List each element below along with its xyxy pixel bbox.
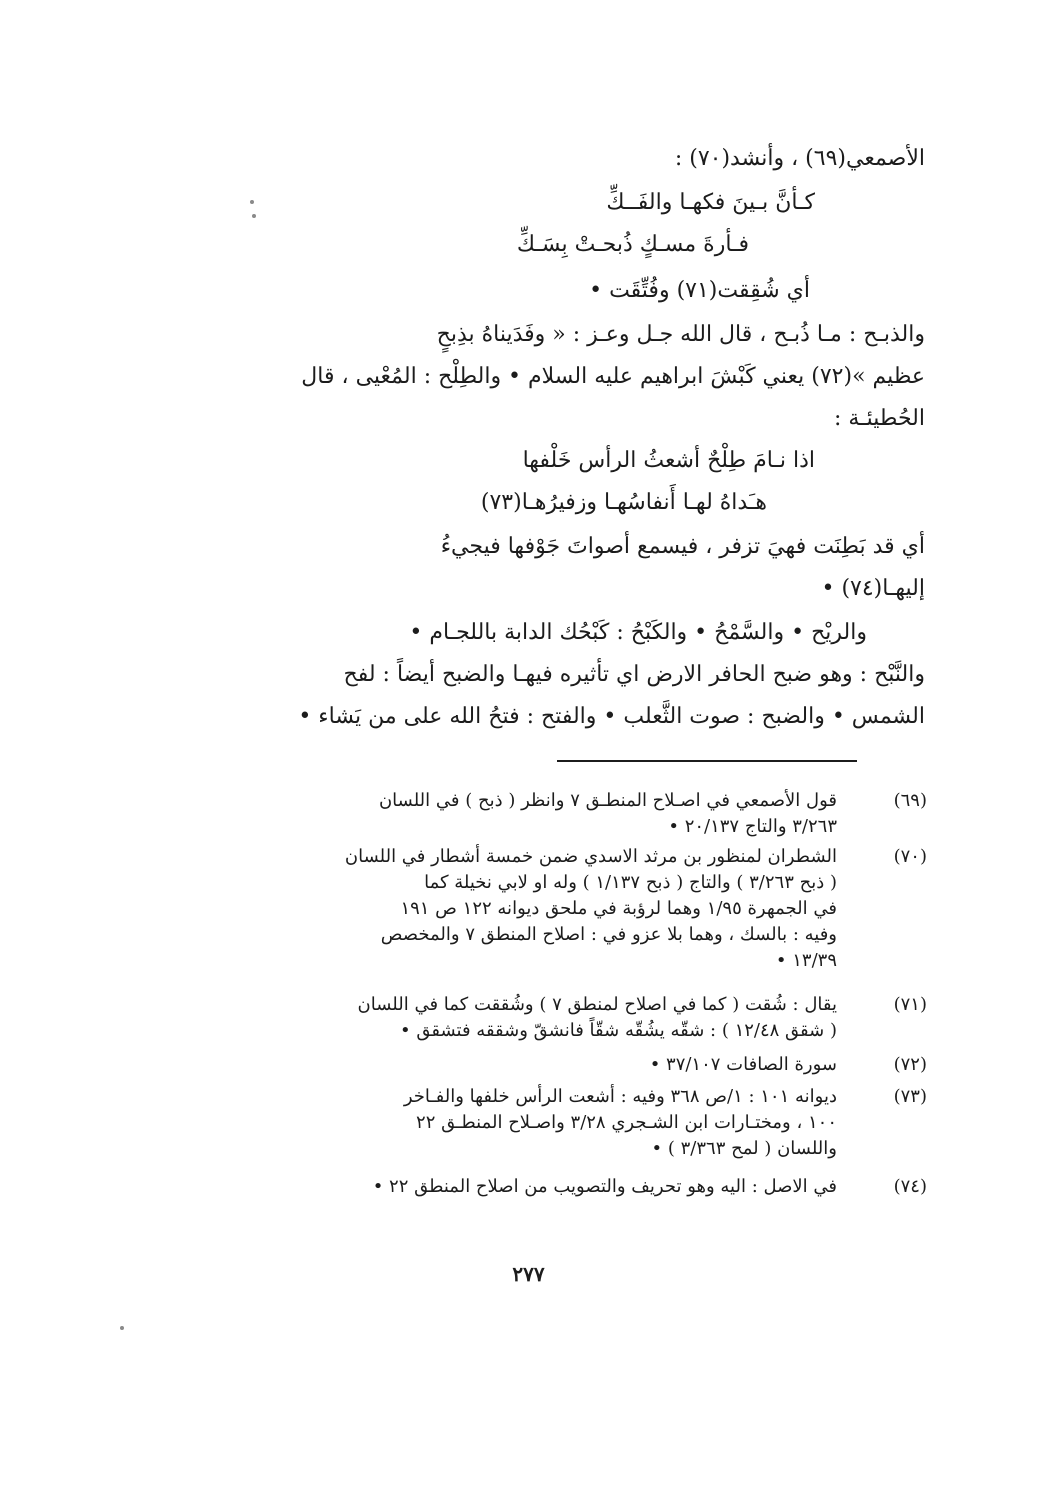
footnote-line: ( شقق ١٢/٤٨ ) : شقّه يشُقّه شقّاً فانشقّ وشققه فتشقق •: [400, 1020, 837, 1041]
footnote-line: قول الأصمعي في اصـلاح المنطـق ٧ وانظر ( ذبح ) في اللسان: [378, 790, 837, 811]
footnote-line: الشطران لمنظور بن مرثد الاسدي ضمن خمسة أشطار في اللسان: [344, 846, 837, 867]
page-number: ٢٧٧: [512, 1262, 545, 1286]
footnote-line: واللسان ( لمح ٣/٣٦٣ ) •: [651, 1138, 837, 1159]
verse-2-hemistich-2: هـَداهُ لهـا أَنفاسُهـا وزفيرُهـا(٧٣): [480, 490, 767, 515]
footnote-line: يقال : شُقت ( كما في اصلاح لمنطق ٧ ) وشُققت كما في اللسان: [357, 994, 837, 1015]
footnote-number: (٧١): [893, 994, 927, 1015]
verse-1-hemistich-1: كـأنَّ بـينَ فكهـا والفَــكِّ: [606, 190, 815, 215]
main-line-13: والنَّبْح : وهو ضبح الحافر الارض اي تأثيره فيهـا والضبح أيضاً : لفح: [343, 662, 925, 687]
footnote-line: وفيه : بالسك ، وهما بلا عزو في : اصلاح المنطق ٧ والمخصص: [380, 924, 837, 945]
footnote-73: [200, 1084, 927, 1162]
verse-2-hemistich-1: اذا نـامَ طِلْحٌ أشعثُ الرأس خَلْفها: [522, 448, 815, 473]
main-line-12: والريْح • والسَّمْحُ • والكَبْحُ : كَبْحُك الدابة باللجـام •: [409, 620, 867, 645]
main-line-11: إليهـا(٧٤) •: [821, 576, 925, 601]
footnote-line: ديوانه ١٠١ : ١/ص ٣٦٨ وفيه : أشعت الرأس خلفها والفـاخر: [403, 1086, 837, 1107]
footnote-71: [200, 992, 927, 1044]
main-line-4: أي شُقِقت(٧١) وفُتِّقَت •: [589, 278, 810, 303]
footnote-line: ٣/٢٦٣ والتاج ٢٠/١٣٧ •: [668, 816, 837, 837]
scan-speck: [252, 214, 256, 218]
footnote-number: (٧٣): [893, 1086, 927, 1107]
main-line-14: الشمس • والضبح : صوت الثَّعلب • والفتح : فتحُ الله على من يَشاء •: [298, 704, 925, 729]
footnote-69: [200, 788, 927, 840]
footnote-line: سورة الصافات ٣٧/١٠٧ •: [649, 1054, 837, 1075]
main-line-5: والذبـح : مـا ذُبـح ، قال الله جـل وعـز : « وفَدَيناهُ بذِبحٍ: [436, 322, 925, 347]
main-line-10: أي قد بَطِنَت فهيَ تزفر ، فيسمع أصواتَ جَوْفها فيجيءُ: [440, 534, 925, 559]
footnote-number: (٦٩): [893, 790, 927, 811]
scan-speck: [250, 200, 254, 204]
verse-1-hemistich-2: فـأرةَ مسـكٍ ذُبحـتْ بِسَـكِّ: [516, 232, 749, 257]
scan-speck: [120, 1326, 124, 1330]
main-line-1: الأصمعي(٦٩) ، وأنشد(٧٠) :: [674, 146, 925, 171]
footnote-line: ( ذبح ٣/٢٦٣ ) والتاج ( ذبح ١/١٣٧ ) وله او لابي نخيلة كما: [424, 872, 837, 893]
footnote-70: [200, 844, 927, 974]
footnote-number: (٧٢): [893, 1054, 927, 1075]
footnote-separator: [557, 760, 857, 762]
footnote-line: ١٠٠ ، ومختـارات ابن الشـجري ٣/٢٨ واصـلاح المنطـق ٢٢: [416, 1112, 837, 1133]
main-line-6: عظيم »(٧٢) يعني كَبْشَ ابراهيم عليه السلام • والطِلْح : المُعْيى ، قال: [301, 364, 925, 389]
footnote-line: في الجمهرة ١/٩٥ وهما لرؤبة في ملحق ديوانه ١٢٢ ص ١٩١: [400, 898, 837, 919]
footnote-line: في الاصل : اليه وهو تحريف والتصويب من اصلاح المنطق ٢٢ •: [372, 1176, 837, 1197]
main-line-7: الحُطيئـة :: [834, 406, 925, 431]
footnote-number: (٧٤): [893, 1176, 927, 1197]
footnote-74: [200, 1174, 927, 1200]
footnote-line: ١٣/٣٩ •: [775, 950, 837, 971]
footnote-72: [200, 1052, 927, 1078]
footnote-number: (٧٠): [893, 846, 927, 867]
